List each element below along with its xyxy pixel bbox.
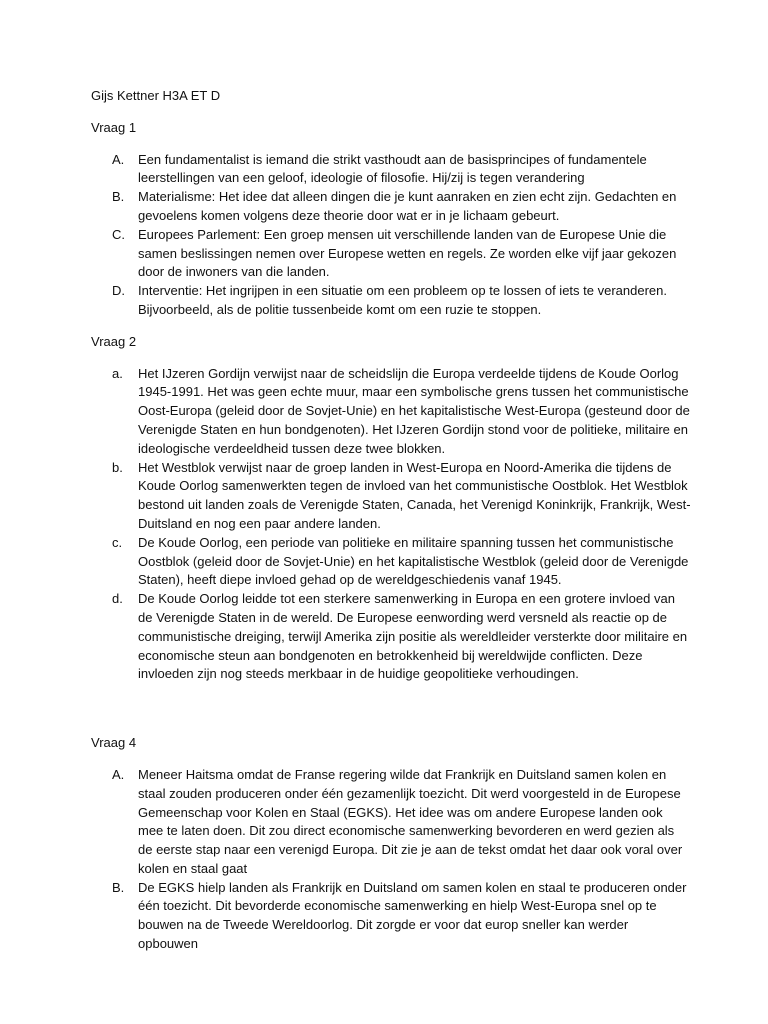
vraag1-item-b-text: Materialisme: Het idee dat alleen dingen die je kunt aanraken en zien echt zijn. Gedachten en gevoelens komen volgens deze theorie door wat er in je lichaam gebeurt. xyxy=(138,189,677,223)
vraag4-item-b xyxy=(91,879,691,954)
list-marker: A. xyxy=(112,151,125,167)
vraag4-list xyxy=(91,766,691,954)
list-marker: B. xyxy=(112,189,125,205)
vraag2-heading: Vraag 2 xyxy=(91,333,137,349)
vraag1-item-a-text: Een fundamentalist is iemand die strikt vasthoudt aan de basisprincipes of fundamentele leerstellingen van een geloof, ideologie of filosofie. Hij/zij is tegen verandering xyxy=(138,151,647,186)
document-body xyxy=(91,87,691,967)
vraag1-item-c-text: Europees Parlement: Een groep mensen uit verschillende landen van de Europese Unie die samen beslissingen nemen over Europese wetten en regels. Ze worden elke vijf jaar gekozen door de inwoners van die landen. xyxy=(138,226,677,280)
vraag2-item-c xyxy=(91,534,691,590)
vraag1-list xyxy=(91,151,691,320)
vraag1-item-d-text: Interventie: Het ingrijpen in een situatie om een probleem op te lossen of iets te veranderen. Bijvoorbeeld, als de politie tussenbeide komt om een ruzie te stoppen. xyxy=(138,283,667,317)
list-marker: b. xyxy=(112,459,123,475)
vraag4-item-b-text: De EGKS hielp landen als Frankrijk en Duitsland om samen kolen en staal te produceren onder één toezicht. Dit bevorderde economische samenwerking en hielp West-Europa snel op te bouwen na de Tweede Wereldoorlog. Dit zorgde er voor dat europ sneller kan werder opbouwen xyxy=(138,879,687,952)
list-marker: d. xyxy=(112,591,123,607)
vraag1-item-a xyxy=(91,151,691,189)
vraag2-item-c-text: De Koude Oorlog, een periode van politieke en militaire spanning tussen het communistische Oostblok (geleid door de Sovjet-Unie) en het kapitalistische Westblok (geleid door de Verenigde Staten), heeft diepe invloed gehad op de wereldgeschiedenis vanaf 1945. xyxy=(138,534,689,588)
vraag2-item-a-text: Het IJzeren Gordijn verwijst naar de scheidslijn die Europa verdeelde tijdens de Koude Oorlog 1945-1991. Het was geen echte muur, maar een symbolische grens tussen het communistische Oost-Europa (geleid door de Sovjet-Unie) en het kapitalistische West-Europa (gesteund door de Verenigde Staten en hun bondgenoten). Het IJzeren Gordijn stond voor de politieke, militaire en ideologische verdeeldheid tussen deze twee blokken. xyxy=(138,365,690,456)
author-line: Gijs Kettner H3A ET D xyxy=(91,88,221,103)
vraag1-item-d xyxy=(91,282,691,320)
list-marker: D. xyxy=(112,283,125,299)
list-marker: c. xyxy=(112,534,123,550)
vraag2-list xyxy=(91,365,691,685)
vraag2-item-a xyxy=(91,365,691,459)
vraag4-item-a xyxy=(91,766,691,879)
vraag2-item-d-text: De Koude Oorlog leidde tot een sterkere samenwerking in Europa en een grotere invloed van de Verenigde Staten in de wereld. De Europese eenwording werd versneld als reactie op de communistische dreiging, terwijl Amerika zijn positie als wereldleider versterkte door militaire en economische steun aan bondgenoten en betrokkenheid bij wereldwijde conflicten. Deze invloeden zijn nog steeds merkbaar in de huidige geopolitieke verhoudingen. xyxy=(138,591,688,682)
vraag1-heading: Vraag 1 xyxy=(91,119,137,135)
blank-space xyxy=(91,697,691,734)
vraag1-item-b xyxy=(91,188,691,226)
vraag4-item-a-text: Meneer Haitsma omdat de Franse regering wilde dat Frankrijk en Duitsland samen kolen en staal zouden produceren onder één gezamenlijk toezicht. Dit werd voorgesteld in de Europese Gemeenschap voor Kolen en Staal (EGKS). Het idee was om andere Europese landen ook mee te laten doen. Dit zou direct economische samenwerking bevorderen en werd gezien als de eerste stap naar een verenigd Europa. Dit zie je aan de tekst omdat het daar ook voral over kolen en staal gaat xyxy=(138,766,683,876)
vraag2-item-b xyxy=(91,459,691,534)
list-marker: A. xyxy=(112,766,125,782)
list-marker: a. xyxy=(112,365,123,381)
vraag4-heading: Vraag 4 xyxy=(91,735,137,751)
list-marker: B. xyxy=(112,879,125,895)
vraag1-item-c xyxy=(91,226,691,282)
vraag2-item-d xyxy=(91,590,691,684)
vraag2-item-b-text: Het Westblok verwijst naar de groep landen in West-Europa en Noord-Amerika die tijdens de Koude Oorlog samenwerkten tegen de invloed van het communistische Oostblok. Het Westblok bestond uit landen zoals de Verenigde Staten, Canada, het Verenigd Koninkrijk, Frankrijk, West-Duitsland en nog een paar andere landen. xyxy=(138,459,691,531)
list-marker: C. xyxy=(112,226,125,242)
